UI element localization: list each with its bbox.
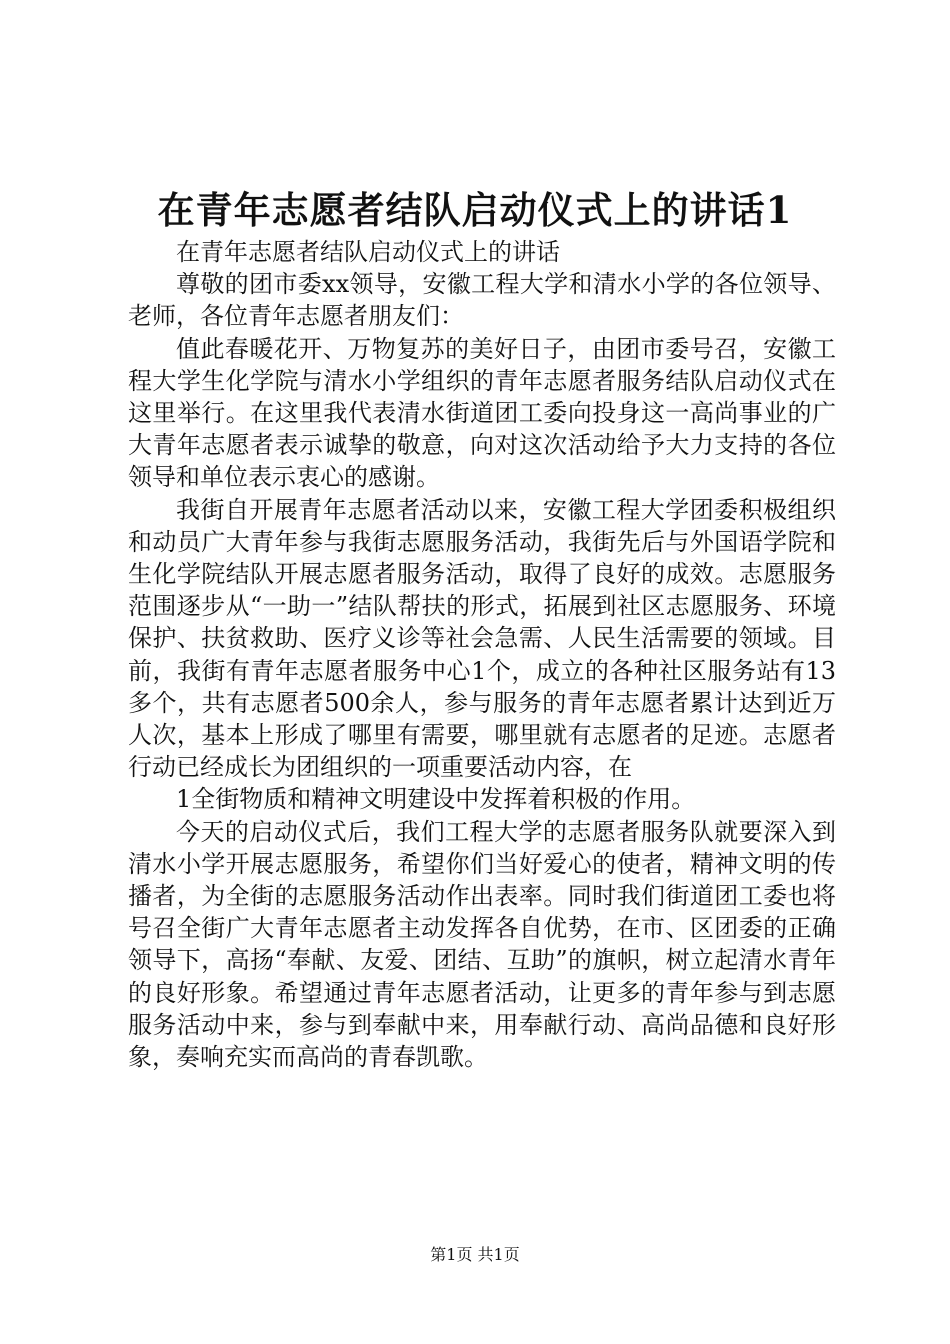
document-body — [128, 236, 836, 1073]
paragraph-achievements: 我街自开展青年志愿者活动以来，安徽工程大学团委积极组织和动员广大青年参与我街志愿服务活动，我街先后与外国语学院和生化学院结队开展志愿者服务活动，取得了良好的成效。志愿服务范围逐步从“一助一”结队帮扶的形式，拓展到社区志愿服务、环境保护、扶贫救助、医疗义诊等社会急需、人民生活需要的领域。目前，我街有青年志愿者服务中心1个，成立的各种社区服务站有13多个，共有志愿者500余人，参与服务的青年志愿者累计达到近万人次，基本上形成了哪里有需要，哪里就有志愿者的足迹。志愿者行动已经成长为团组织的一项重要活动内容，在 — [128, 495, 836, 782]
paragraph-salutation: 尊敬的团市委xx领导，安徽工程大学和清水小学的各位领导、老师，各位青年志愿者朋友们： — [128, 270, 836, 331]
document-title: 在青年志愿者结队启动仪式上的讲话1 — [157, 188, 793, 232]
paragraph-closing: 今天的启动仪式后，我们工程大学的志愿者服务队就要深入到清水小学开展志愿服务，希望你们当好爱心的使者，精神文明的传播者，为全街的志愿服务活动作出表率。同时我们街道团工委也将号召全街广大青年志愿者主动发挥各自优势，在市、区团委的正确领导下，高扬“奉献、友爱、团结、互助”的旗帜，树立起清水青年的良好形象。希望通过青年志愿者活动，让更多的青年参与到志愿服务活动中来，参与到奉献中来，用奉献行动、高尚品德和良好形象，奏响充实而高尚的青春凯歌。 — [128, 817, 836, 1072]
paragraph-heading: 在青年志愿者结队启动仪式上的讲话 — [176, 238, 560, 266]
page-footer: 第1页 共1页 — [430, 1245, 520, 1264]
paragraph-continuation: 1全街物质和精神文明建设中发挥着积极的作用。 — [176, 785, 696, 814]
paragraph-opening: 值此春暖花开、万物复苏的美好日子，由团市委号召，安徽工程大学生化学院与清水小学组织的青年志愿者服务结队启动仪式在这里举行。在这里我代表清水街道团工委向投身这一高尚事业的广大青年志愿者表示诚挚的敬意，向对这次活动给予大力支持的各位领导和单位表示衷心的感谢。 — [128, 334, 836, 492]
